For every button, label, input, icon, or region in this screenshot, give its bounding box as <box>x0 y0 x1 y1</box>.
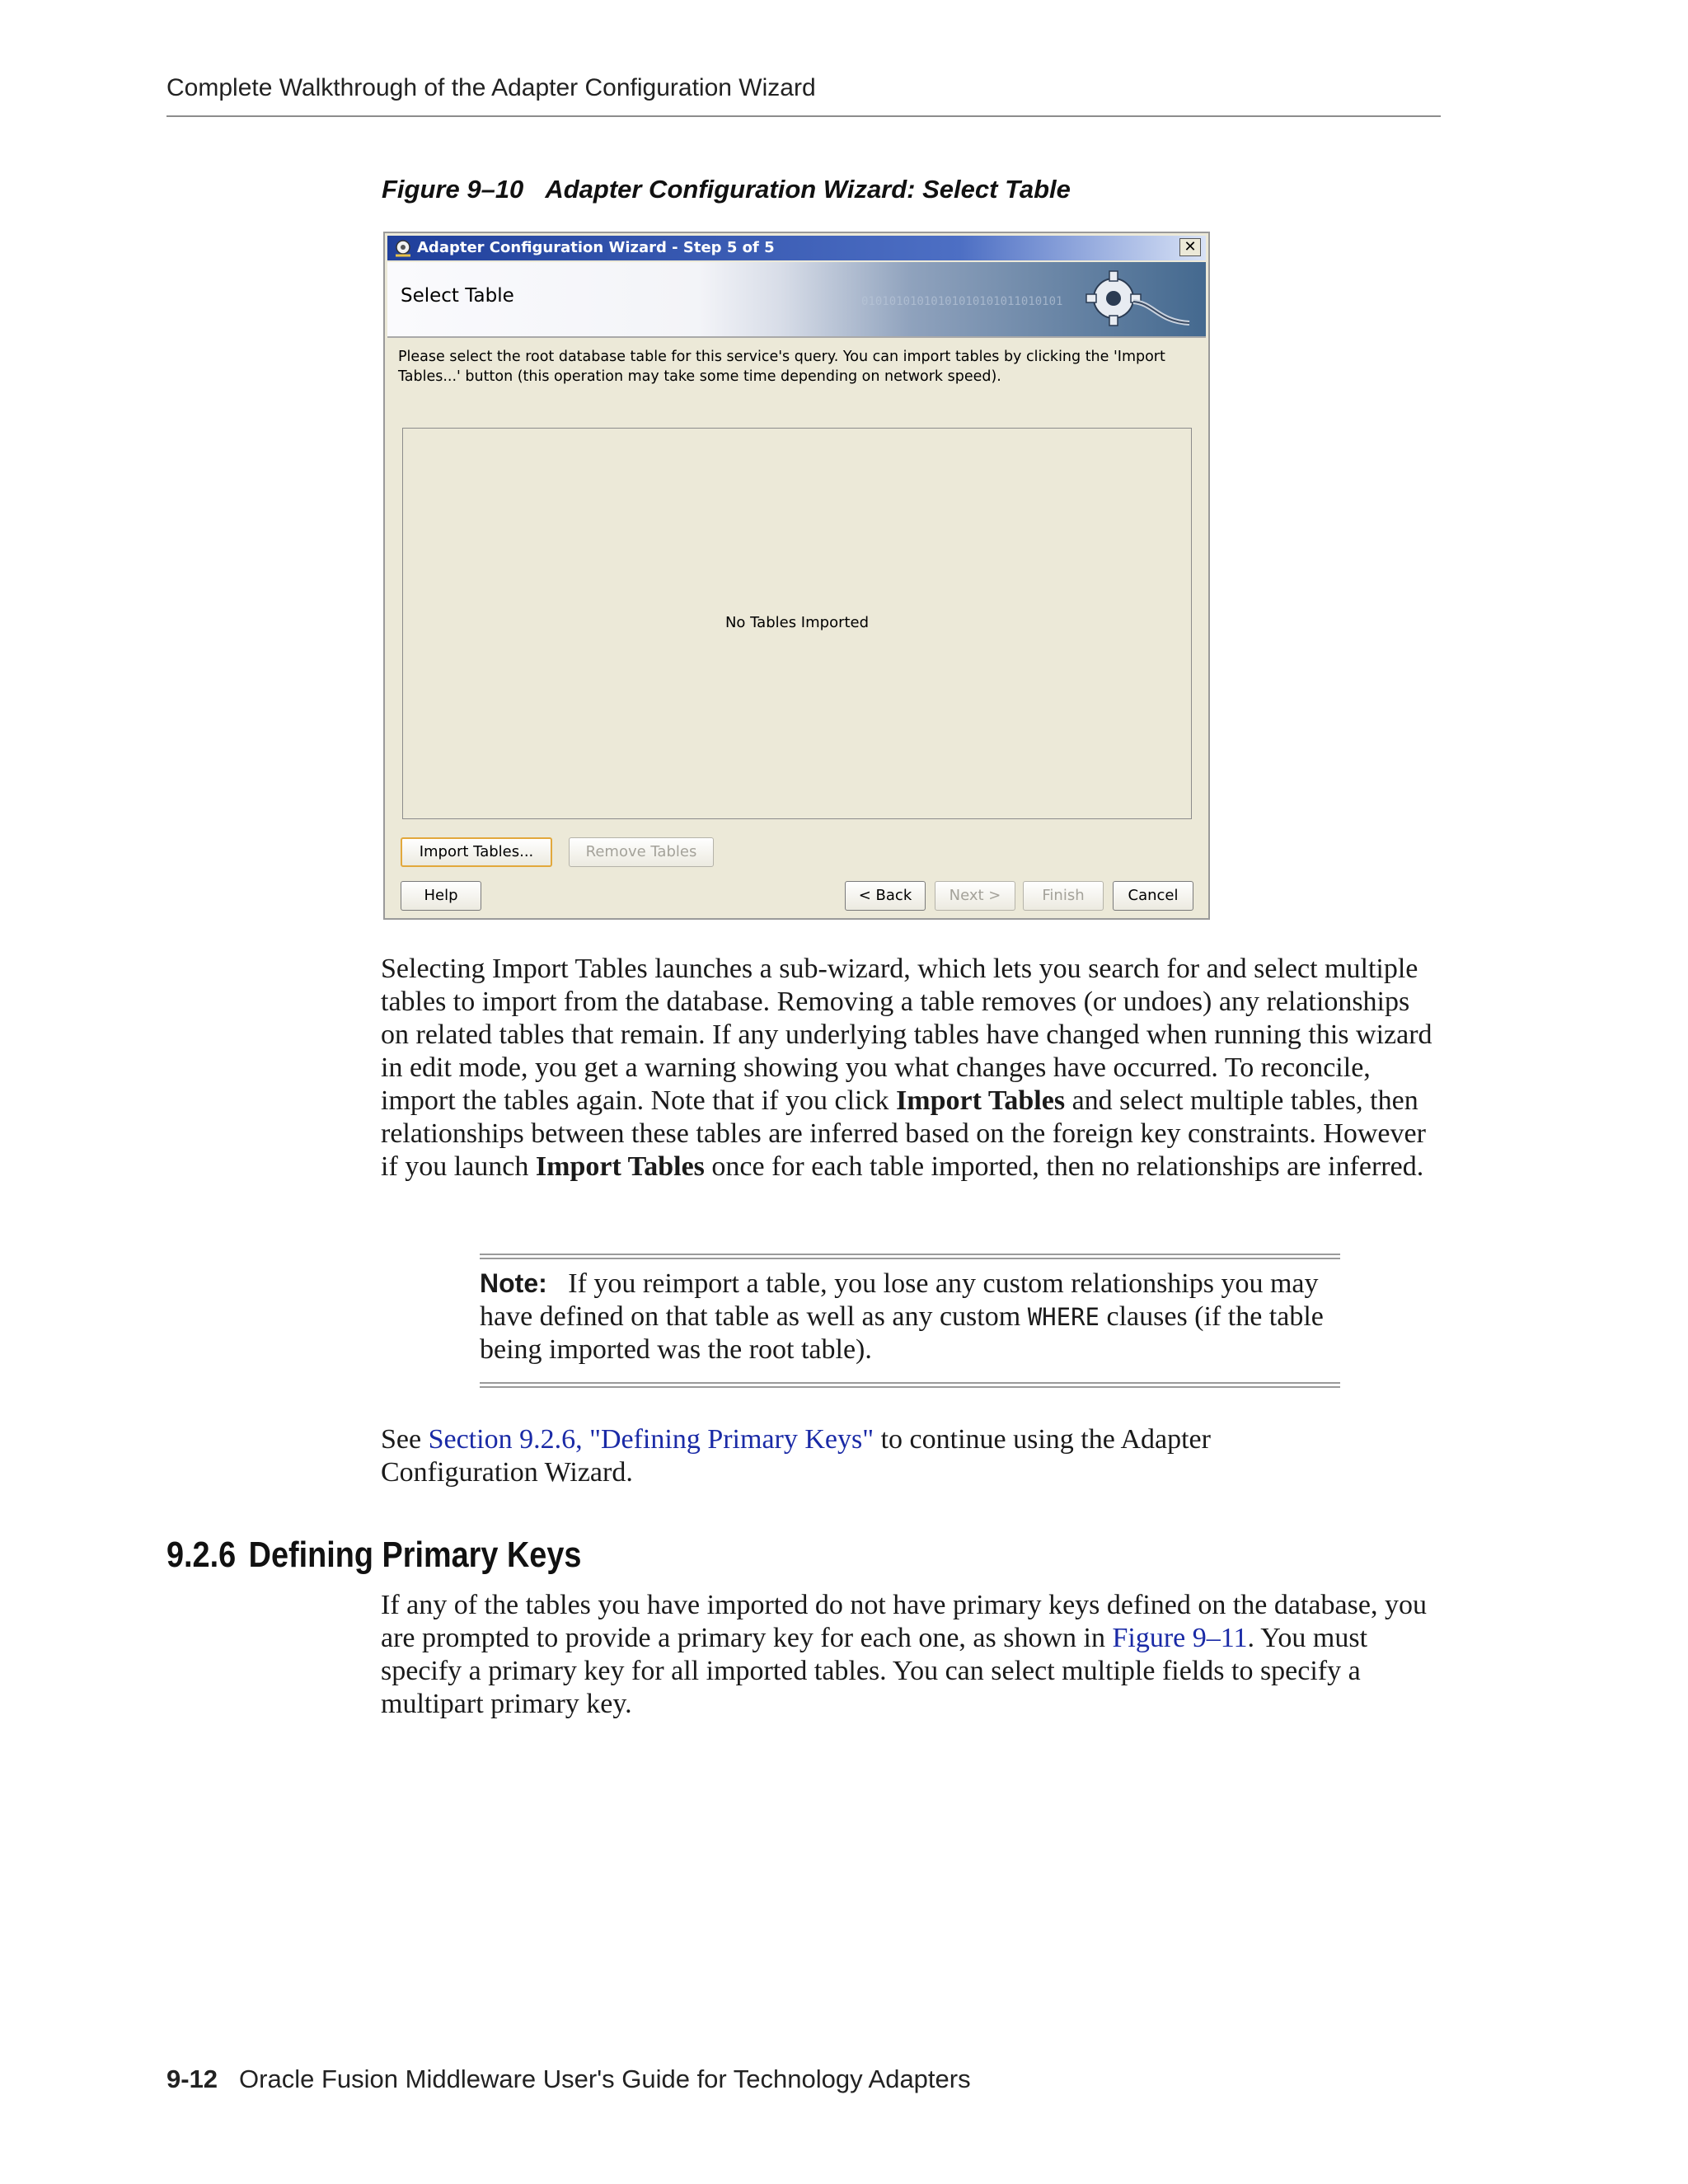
para1-text-3: once for each table imported, then no relationships are inferred. <box>704 1151 1424 1182</box>
running-footer <box>166 2064 971 2094</box>
para1-bold-import-tables-1: Import Tables <box>896 1085 1066 1116</box>
body-paragraph-primary-keys <box>381 1589 1444 1721</box>
note-label: Note: <box>480 1268 547 1298</box>
figure-title: Adapter Configuration Wizard: Select Table <box>545 175 1071 204</box>
note-code-where: WHERE <box>1027 1303 1100 1331</box>
section-number: 9.2.6 <box>166 1535 237 1575</box>
note-text-1: If you reimport a table, you lose any custom relationships you may have defined on that table as well as any custom <box>480 1268 1319 1332</box>
section-heading <box>166 1535 581 1576</box>
import-tables-button[interactable]: Import Tables... <box>401 837 552 867</box>
gear-plug-icon <box>1067 265 1191 333</box>
back-button[interactable]: < Back <box>845 881 926 911</box>
body-paragraph-import <box>381 953 1444 1183</box>
step-title: Select Table <box>401 285 514 307</box>
figure-link[interactable]: Figure 9–11 <box>1112 1623 1248 1653</box>
para1-text-2: and select multiple tables, then relationships between these tables are inferred based on the foreign key constraints. However if you launch <box>381 1085 1426 1182</box>
figure-label: Figure 9–10 <box>382 175 524 204</box>
para1-bold-import-tables-2: Import Tables <box>535 1151 705 1182</box>
body-paragraph-see <box>381 1423 1304 1489</box>
header-rule <box>166 115 1441 117</box>
see-text-1: See <box>381 1424 429 1455</box>
close-button[interactable]: ✕ <box>1179 238 1201 256</box>
para2-text-1: If any of the tables you have imported do not have primary keys defined on the database, you are prompted to provide a primary key for each one, as shown in <box>381 1590 1427 1653</box>
empty-tables-message: No Tables Imported <box>724 614 870 631</box>
note-bottom-rule <box>480 1382 1340 1388</box>
dialog-title: Adapter Configuration Wizard - Step 5 of 5 <box>417 239 775 256</box>
running-header: Complete Walkthrough of the Adapter Configuration Wizard <box>166 74 816 101</box>
page-number: 9-12 <box>166 2064 218 2093</box>
instructions-text: Please select the root database table for this service's query. You can import tables by clicking the 'Import Tables...' button (this operation may take some time depending on network speed). <box>398 349 1165 385</box>
dialog-titlebar <box>387 236 1206 260</box>
banner-divider <box>387 336 1206 338</box>
note-text <box>480 1267 1340 1366</box>
note-top-rule <box>480 1254 1340 1259</box>
tables-list[interactable] <box>402 428 1192 819</box>
para1-text-1: Selecting Import Tables launches a sub-wizard, which lets you search for and select multiple tables to import from the database. Removing a table removes (or undoes) any relationships on related tables that remain. If any underlying tables have changed when running this wizard in edit mode, you get a warning showing you what changes have occurred. To reconcile, import the tables again. Note that if you click <box>381 954 1432 1116</box>
finish-button[interactable]: Finish <box>1023 881 1104 911</box>
cancel-button[interactable]: Cancel <box>1113 881 1193 911</box>
note-text-2: clauses (if the table being imported was the root table). <box>480 1301 1324 1365</box>
remove-tables-button[interactable]: Remove Tables <box>569 837 714 867</box>
wizard-banner <box>387 262 1206 336</box>
note-box <box>480 1254 1340 1390</box>
next-button[interactable]: Next > <box>935 881 1015 911</box>
book-title: Oracle Fusion Middleware User's Guide for Technology Adapters <box>239 2064 971 2093</box>
section-title: Defining Primary Keys <box>248 1535 582 1575</box>
help-button[interactable]: Help <box>401 881 481 911</box>
wizard-dialog <box>383 232 1210 920</box>
wizard-app-icon <box>392 237 414 259</box>
banner-binary-text: 01010101010101010101011010101 <box>861 295 1063 308</box>
figure-caption <box>382 175 1071 204</box>
para2-text-2: . You must specify a primary key for all imported tables. You can select multiple fields to specify a multipart primary key. <box>381 1623 1368 1719</box>
see-text-2: to continue using the Adapter Configuration Wizard. <box>381 1424 1211 1488</box>
section-link[interactable]: Section 9.2.6, "Defining Primary Keys" <box>428 1424 874 1455</box>
